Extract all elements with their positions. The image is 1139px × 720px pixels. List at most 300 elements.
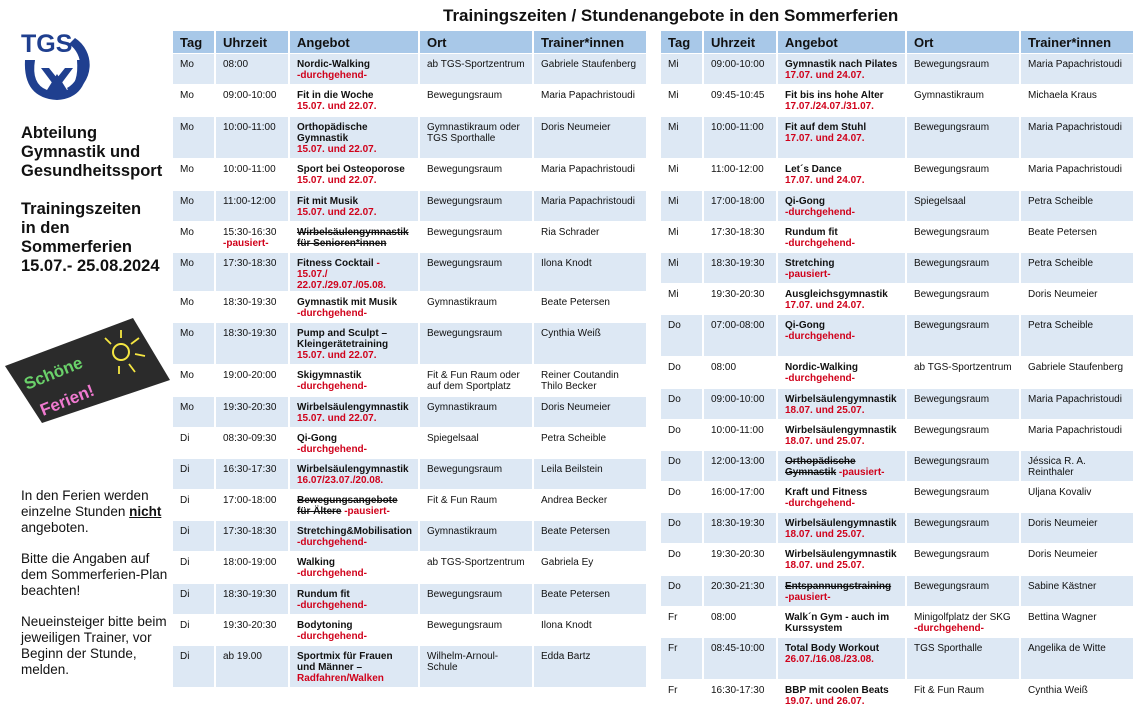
- location-text: Fit & Fun Raum: [427, 495, 498, 506]
- table-row: [173, 397, 646, 428]
- cell-angebot: [778, 389, 905, 420]
- table-row: [661, 638, 1133, 680]
- cell-trainer: Bettina Wagner: [1021, 607, 1133, 638]
- cell-angebot: [290, 552, 418, 584]
- cell-uhrzeit: [704, 159, 776, 191]
- cell-ort: [907, 451, 1019, 482]
- offer-name: Ausgleichsgymnastik: [785, 289, 888, 300]
- sign-text-2: Ferien!: [37, 380, 98, 420]
- location-text: Gymnastikraum: [914, 90, 985, 101]
- cell-tag: Mi: [661, 253, 702, 284]
- time-text: 18:30-19:30: [711, 258, 765, 269]
- offer-name: Sport bei Osteoporose: [297, 164, 405, 175]
- cell-tag: Di: [173, 459, 214, 490]
- logo-text: TGS: [21, 30, 73, 58]
- table-row: [661, 576, 1133, 607]
- offer-name: Gymnastik nach Pilates: [785, 59, 898, 70]
- offer-note: - 15.07./ 22.07./29.07./05.08.: [297, 258, 386, 291]
- cell-uhrzeit: [704, 191, 776, 222]
- cell-trainer: Doris Neumeier: [1021, 284, 1133, 315]
- location-text: Bewegungsraum: [914, 581, 990, 592]
- table-row: [173, 365, 646, 397]
- note-3: Neueinsteiger bitte beim jeweiligen Trainer, vor Beginn der Stunde, melden.: [21, 614, 167, 677]
- cell-tag: Di: [173, 521, 214, 552]
- note-1: In den Ferien werden einzelne Stunden nicht angeboten.: [21, 488, 162, 535]
- cell-angebot: [778, 680, 905, 711]
- cell-ort: [907, 159, 1019, 191]
- time-text: 09:00-10:00: [223, 90, 277, 101]
- cell-tag: Mi: [661, 191, 702, 222]
- cell-tag: Mi: [661, 117, 702, 159]
- status-note: -pausiert-: [223, 238, 269, 249]
- cell-tag: Mo: [173, 159, 214, 191]
- cell-uhrzeit: [704, 357, 776, 389]
- col-header-ort: Ort: [420, 31, 532, 54]
- offer-note: -pausiert-: [785, 592, 831, 603]
- table-row: [173, 459, 646, 490]
- offer-note: -durchgehend-: [297, 568, 367, 579]
- time-text: 08:00: [711, 612, 737, 623]
- cell-uhrzeit: [216, 521, 288, 552]
- cell-tag: Mo: [173, 323, 214, 365]
- cell-uhrzeit: [704, 638, 776, 680]
- location-text: Bewegungsraum: [914, 122, 990, 133]
- schoene-ferien-image: [5, 318, 170, 423]
- time-text: 11:00-12:00: [223, 196, 276, 207]
- cell-angebot: [290, 584, 418, 615]
- cell-tag: Mo: [173, 85, 214, 117]
- cell-tag: Mo: [173, 253, 214, 292]
- cell-angebot: [290, 159, 418, 191]
- cell-ort: [420, 323, 532, 365]
- offer-name: Fit auf dem Stuhl: [785, 122, 867, 133]
- cell-trainer: Doris Neumeier: [534, 117, 646, 159]
- cell-tag: Fr: [661, 638, 702, 680]
- dept-line: Abteilung: [21, 124, 98, 142]
- cell-tag: Do: [661, 544, 702, 576]
- table-row: [661, 253, 1133, 284]
- cell-trainer: Gabriele Staufenberg: [534, 54, 646, 85]
- cell-angebot: [778, 576, 905, 607]
- cell-trainer: Ilona Knodt: [534, 615, 646, 646]
- offer-note: -durchgehend-: [785, 238, 855, 249]
- cell-ort: [420, 428, 532, 459]
- location-text: Bewegungsraum: [914, 456, 990, 467]
- cell-trainer: Petra Scheible: [1021, 315, 1133, 357]
- cell-angebot: [290, 292, 418, 323]
- cell-uhrzeit: [216, 159, 288, 191]
- cell-trainer: Cynthia Weiß: [1021, 680, 1133, 711]
- cell-uhrzeit: [216, 459, 288, 490]
- cell-trainer: Petra Scheible: [534, 428, 646, 459]
- offer-name: Fit bis ins hohe Alter: [785, 90, 884, 101]
- cell-uhrzeit: [216, 85, 288, 117]
- cell-trainer: Michaela Kraus: [1021, 85, 1133, 117]
- cell-angebot: [778, 544, 905, 576]
- table-row: [173, 159, 646, 191]
- cell-ort: [420, 253, 532, 292]
- time-text: 18:30-19:30: [711, 518, 765, 529]
- table-header-row: [173, 31, 646, 54]
- cell-uhrzeit: [216, 490, 288, 521]
- location-text: Bewegungsraum: [914, 425, 990, 436]
- cell-uhrzeit: [216, 428, 288, 459]
- cell-trainer: Petra Scheible: [1021, 191, 1133, 222]
- cell-ort: [420, 397, 532, 428]
- cell-angebot: [290, 365, 418, 397]
- col-header-ort: Ort: [907, 31, 1019, 54]
- time-text: 17:30-18:30: [223, 258, 277, 269]
- cell-tag: Do: [661, 451, 702, 482]
- offer-name: Wirbelsäulengymnastik: [785, 549, 897, 560]
- cell-angebot: [778, 253, 905, 284]
- cell-uhrzeit: [216, 615, 288, 646]
- cell-ort: [907, 680, 1019, 711]
- cell-trainer: Ilona Knodt: [534, 253, 646, 292]
- schedule-table-left: [171, 31, 648, 688]
- cell-uhrzeit: [216, 117, 288, 159]
- time-text: 19:30-20:30: [711, 549, 765, 560]
- cell-angebot: [778, 85, 905, 117]
- location-text: ab TGS-Sportzentrum: [914, 362, 1012, 373]
- time-text: 19:30-20:30: [223, 620, 277, 631]
- offer-name: Bewegungsangebote für Ältere: [297, 495, 398, 517]
- offer-name: Wirbelsäulengymnastik: [785, 518, 897, 529]
- cell-uhrzeit: [216, 253, 288, 292]
- location-text: TGS Sporthalle: [914, 643, 983, 654]
- time-text: 19:00-20:00: [223, 370, 277, 381]
- cell-angebot: [778, 482, 905, 513]
- offer-name: Qi-Gong: [785, 196, 825, 207]
- offer-name: Stretching&Mobilisation: [297, 526, 412, 537]
- offer-note: 15.07. und 22.07.: [297, 144, 377, 155]
- offer-name: Walking: [297, 557, 335, 568]
- table-row: [661, 513, 1133, 544]
- notes: [21, 488, 171, 693]
- cell-tag: Mi: [661, 284, 702, 315]
- cell-uhrzeit: [704, 315, 776, 357]
- cell-angebot: [778, 607, 905, 638]
- offer-note: 18.07. und 25.07.: [785, 405, 865, 416]
- table-row: [173, 191, 646, 222]
- time-text: 08:45-10:00: [711, 643, 765, 654]
- cell-tag: Mi: [661, 159, 702, 191]
- cell-trainer: Gabriela Ey: [534, 552, 646, 584]
- offer-note: -pausiert-: [341, 506, 390, 517]
- offer-name: Wirbelsäulengymnastik: [297, 402, 409, 413]
- location-text: Bewegungsraum: [914, 394, 990, 405]
- col-header-uhrzeit: Uhrzeit: [704, 31, 776, 54]
- location-text: Bewegungsraum: [914, 487, 990, 498]
- time-text: 10:00-11:00: [223, 164, 276, 175]
- col-header-angebot: Angebot: [290, 31, 418, 54]
- location-text: Bewegungsraum: [427, 464, 503, 475]
- time-text: 17:00-18:00: [223, 495, 277, 506]
- time-text: 08:00: [223, 59, 249, 70]
- offer-note: 18.07. und 25.07.: [785, 436, 865, 447]
- table-row: [173, 323, 646, 365]
- cell-tag: Mi: [661, 85, 702, 117]
- offer-note: 17.07./24.07./31.07.: [785, 101, 874, 112]
- cell-tag: Mo: [173, 117, 214, 159]
- cell-tag: Do: [661, 482, 702, 513]
- cell-angebot: [290, 428, 418, 459]
- offer-name: Wirbelsäulengymnastik: [297, 464, 409, 475]
- time-text: 12:00-13:00: [711, 456, 765, 467]
- cell-trainer: Maria Papachristoudi: [534, 191, 646, 222]
- time-text: 18:30-19:30: [223, 297, 277, 308]
- cell-ort: [420, 222, 532, 253]
- offer-note: 18.07. und 25.07.: [785, 560, 865, 571]
- table-row: [661, 680, 1133, 711]
- cell-angebot: [290, 54, 418, 85]
- table-row: [173, 54, 646, 85]
- table-row: [173, 521, 646, 552]
- offer-note: 17.07. und 24.07.: [785, 133, 865, 144]
- cell-ort: [907, 284, 1019, 315]
- cell-ort: [907, 513, 1019, 544]
- location-text: Bewegungsraum: [427, 164, 503, 175]
- table-row: [173, 292, 646, 323]
- cell-ort: [907, 607, 1019, 638]
- cell-uhrzeit: [704, 284, 776, 315]
- table-row: [173, 117, 646, 159]
- cell-angebot: [290, 615, 418, 646]
- cell-uhrzeit: [704, 117, 776, 159]
- cell-ort: [907, 544, 1019, 576]
- offer-name: Bodytoning: [297, 620, 353, 631]
- table-row: [173, 490, 646, 521]
- cell-tag: Di: [173, 552, 214, 584]
- offer-name: Let´s Dance: [785, 164, 842, 175]
- offer-note: -durchgehend-: [297, 444, 367, 455]
- table-row: [173, 552, 646, 584]
- offer-note: 15.07. und 22.07.: [297, 350, 377, 361]
- offer-name: Entspannungstraining: [785, 581, 892, 592]
- offer-note: -durchgehend-: [297, 537, 367, 548]
- cell-ort: [907, 420, 1019, 451]
- cell-tag: Mo: [173, 292, 214, 323]
- cell-angebot: [778, 451, 905, 482]
- time-text: 18:30-19:30: [223, 589, 277, 600]
- time-text: 20:30-21:30: [711, 581, 765, 592]
- cell-uhrzeit: [704, 389, 776, 420]
- cell-angebot: [778, 284, 905, 315]
- location-text: Spiegelsaal: [914, 196, 966, 207]
- time-text: 19:30-20:30: [711, 289, 765, 300]
- offer-name: Nordic-Walking: [785, 362, 858, 373]
- offer-note: -durchgehend-: [785, 331, 855, 342]
- cell-trainer: Beate Petersen: [534, 292, 646, 323]
- period-line: Trainingszeiten: [21, 200, 142, 218]
- offer-note: -durchgehend-: [785, 498, 855, 509]
- offer-name: Pump and Sculpt – Kleingerätetraining: [297, 328, 389, 350]
- cell-trainer: Petra Scheible: [1021, 253, 1133, 284]
- cell-tag: Do: [661, 513, 702, 544]
- cell-trainer: Maria Papachristoudi: [1021, 159, 1133, 191]
- cell-tag: Di: [173, 584, 214, 615]
- cell-uhrzeit: [704, 576, 776, 607]
- col-header-angebot: Angebot: [778, 31, 905, 54]
- location-text: Wilhelm-Arnoul-Schule: [427, 651, 499, 673]
- cell-uhrzeit: [216, 191, 288, 222]
- col-header-tag: Tag: [661, 31, 702, 54]
- offer-name: Wirbelsäulengymnastik für Senioren*innen: [297, 227, 409, 249]
- cell-trainer: Edda Bartz: [534, 646, 646, 688]
- cell-ort: [420, 646, 532, 688]
- cell-trainer: Maria Papachristoudi: [534, 159, 646, 191]
- cell-angebot: [778, 191, 905, 222]
- location-text: Bewegungsraum: [427, 90, 503, 101]
- dept-line: Gymnastik und: [21, 143, 141, 161]
- location-text: ab TGS-Sportzentrum: [427, 557, 525, 568]
- location-text: Bewegungsraum: [427, 328, 503, 339]
- cell-angebot: [290, 397, 418, 428]
- cell-ort: [420, 85, 532, 117]
- cell-trainer: Sabine Kästner: [1021, 576, 1133, 607]
- cell-uhrzeit: [704, 253, 776, 284]
- cell-angebot: [290, 85, 418, 117]
- offer-name: Gymnastik mit Musik: [297, 297, 398, 308]
- cell-trainer: Maria Papachristoudi: [534, 85, 646, 117]
- time-text: 16:00-17:00: [711, 487, 765, 498]
- period-line: Sommerferien: [21, 238, 132, 256]
- cell-trainer: Maria Papachristoudi: [1021, 117, 1133, 159]
- cell-ort: [420, 615, 532, 646]
- location-text: Fit & Fun Raum: [914, 685, 985, 696]
- location-text: Fit & Fun Raum oder auf dem Sportplatz: [427, 370, 520, 392]
- cell-ort: [907, 191, 1019, 222]
- offer-note: 17.07. und 24.07.: [785, 175, 865, 186]
- location-text: Gymnastikraum: [427, 526, 498, 537]
- table-header-row: [661, 31, 1133, 54]
- cell-ort: [907, 389, 1019, 420]
- cell-angebot: [290, 222, 418, 253]
- table-row: [661, 544, 1133, 576]
- location-text: Spiegelsaal: [427, 433, 479, 444]
- time-text: 10:00-11:00: [223, 122, 276, 133]
- cell-ort: [907, 638, 1019, 680]
- offer-note: -durchgehend-: [297, 631, 367, 642]
- cell-tag: Di: [173, 646, 214, 688]
- table-row: [661, 315, 1133, 357]
- offer-name: Total Body Workout: [785, 643, 880, 654]
- time-text: 09:45-10:45: [711, 90, 765, 101]
- table-row: [173, 253, 646, 292]
- table-row: [661, 191, 1133, 222]
- offer-name: Stretching: [785, 258, 835, 269]
- table-row: [173, 85, 646, 117]
- location-text: Bewegungsraum: [427, 227, 503, 238]
- cell-trainer: Maria Papachristoudi: [1021, 420, 1133, 451]
- cell-ort: [907, 54, 1019, 85]
- offer-note: 15.07. und 22.07.: [297, 413, 377, 424]
- cell-ort: [420, 191, 532, 222]
- cell-angebot: [290, 253, 418, 292]
- time-text: 08:30-09:30: [223, 433, 277, 444]
- table-row: [661, 420, 1133, 451]
- cell-angebot: [290, 521, 418, 552]
- offer-name: Rundum fit: [297, 589, 350, 600]
- time-text: ab 19.00: [223, 651, 262, 662]
- table-row: [173, 615, 646, 646]
- offer-note: -durchgehend-: [785, 207, 855, 218]
- cell-ort: [907, 117, 1019, 159]
- cell-trainer: Reiner Coutandin Thilo Becker: [534, 365, 646, 397]
- cell-trainer: Leila Beilstein: [534, 459, 646, 490]
- table-row: [661, 85, 1133, 117]
- dept-line: Gesundheitssport: [21, 162, 163, 180]
- table-row: [661, 389, 1133, 420]
- table-row: [173, 584, 646, 615]
- location-text: Minigolfplatz der SKG: [914, 612, 1011, 623]
- location-text: Bewegungsraum: [914, 549, 990, 560]
- cell-tag: Do: [661, 357, 702, 389]
- col-header-trainer: Trainer*innen: [1021, 31, 1133, 54]
- time-text: 16:30-17:30: [223, 464, 277, 475]
- cell-ort: [907, 85, 1019, 117]
- offer-name: Qi-Gong: [785, 320, 825, 331]
- table-row: [173, 646, 646, 688]
- cell-ort: [907, 315, 1019, 357]
- offer-note: 17.07. und 24.07.: [785, 70, 865, 81]
- offer-name: Walk´n Gym - auch im Kurssystem: [785, 612, 890, 634]
- offer-name: Qi-Gong: [297, 433, 337, 444]
- location-text: Gymnastikraum: [427, 402, 498, 413]
- cell-trainer: Maria Papachristoudi: [1021, 389, 1133, 420]
- location-text: Bewegungsraum: [427, 620, 503, 631]
- cell-angebot: [778, 420, 905, 451]
- cell-angebot: [290, 646, 418, 688]
- page-title: Trainingszeiten / Stundenangebote in den Sommerferien: [443, 6, 899, 25]
- time-text: 10:00-11:00: [711, 122, 764, 133]
- location-text: Bewegungsraum: [427, 258, 503, 269]
- cell-tag: Di: [173, 490, 214, 521]
- offer-note: -pausiert-: [836, 467, 885, 478]
- cell-uhrzeit: [704, 513, 776, 544]
- location-text: Bewegungsraum: [914, 164, 990, 175]
- cell-uhrzeit: [216, 54, 288, 85]
- cell-uhrzeit: [704, 680, 776, 711]
- time-text: 11:00-12:00: [711, 164, 764, 175]
- cell-ort: [420, 459, 532, 490]
- cell-angebot: [290, 323, 418, 365]
- table-row: [661, 357, 1133, 389]
- offer-note: -pausiert-: [785, 269, 831, 280]
- sign-text-1: Schöne: [21, 353, 86, 394]
- cell-trainer: Uljana Kovaliv: [1021, 482, 1133, 513]
- offer-name: Nordic-Walking: [297, 59, 370, 70]
- sidebar: [0, 0, 172, 720]
- period-line: in den: [21, 219, 70, 237]
- time-text: 18:00-19:00: [223, 557, 277, 568]
- cell-ort: [420, 365, 532, 397]
- table-row: [173, 222, 646, 253]
- location-text: ab TGS-Sportzentrum: [427, 59, 525, 70]
- time-text: 09:00-10:00: [711, 394, 765, 405]
- cell-angebot: [290, 191, 418, 222]
- cell-trainer: Doris Neumeier: [1021, 544, 1133, 576]
- cell-ort: [420, 490, 532, 521]
- cell-uhrzeit: [216, 646, 288, 688]
- offer-note: -durchgehend-: [297, 70, 367, 81]
- offer-name: Wirbelsäulengymnastik: [785, 425, 897, 436]
- location-text: Bewegungsraum: [914, 518, 990, 529]
- cell-angebot: [778, 54, 905, 85]
- cell-tag: Do: [661, 315, 702, 357]
- cell-angebot: [290, 117, 418, 159]
- time-text: 17:30-18:30: [223, 526, 277, 537]
